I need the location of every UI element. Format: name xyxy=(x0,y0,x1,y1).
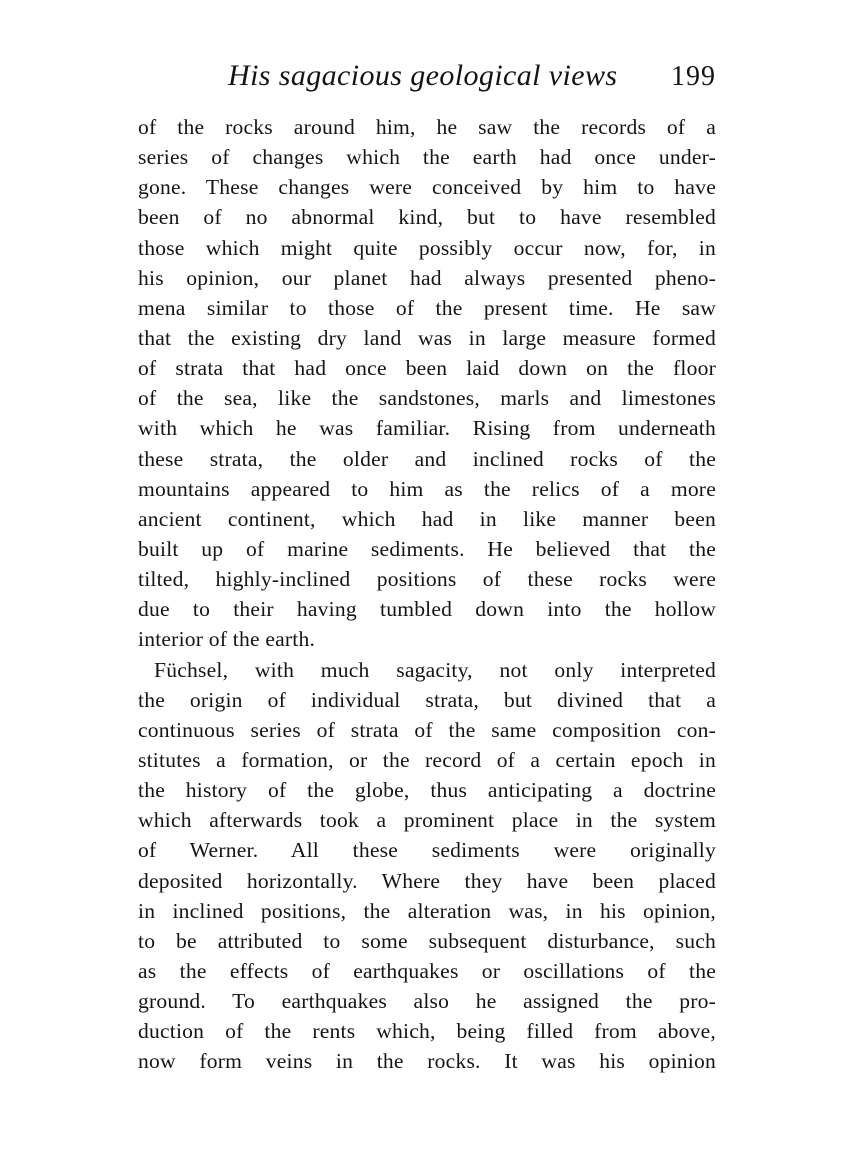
page-number: 199 xyxy=(671,61,716,92)
text-line: of Werner. All these sediments were originally xyxy=(138,838,716,863)
text-line: stitutes a formation, or the record of a certain epoch in xyxy=(138,747,716,772)
text-line: that the existing dry land was in large measure formed xyxy=(138,325,716,350)
text-line: interior of the earth. xyxy=(138,627,316,652)
text-line: deposited horizontally. Where they have been placed xyxy=(138,868,716,893)
text-line: been of no abnormal kind, but to have resembled xyxy=(138,205,716,230)
text-line: as the effects of earthquakes or oscillations of the xyxy=(138,958,716,983)
text-line: mena similar to those of the present time. He saw xyxy=(138,295,716,320)
text-line: due to their having tumbled down into the hollow xyxy=(138,597,716,622)
text-line: tilted, highly-inclined positions of these rocks were xyxy=(138,567,716,592)
text-line: series of changes which the earth had once under- xyxy=(138,145,716,170)
text-line: the history of the globe, thus anticipating a doctrine xyxy=(138,778,716,803)
text-line: ground. To earthquakes also he assigned the pro- xyxy=(138,989,716,1014)
text-line: of the sea, like the sandstones, marls and limestones xyxy=(138,386,716,411)
text-line: continuous series of strata of the same composition con- xyxy=(138,717,716,742)
text-line: gone. These changes were conceived by him to have xyxy=(138,175,716,200)
text-line: duction of the rents which, being filled from above, xyxy=(138,1019,716,1044)
running-title: His sagacious geological views xyxy=(228,59,618,92)
text-line: with which he was familiar. Rising from underneath xyxy=(138,416,716,441)
text-line: these strata, the older and inclined rocks of the xyxy=(138,446,716,471)
text-line: built up of marine sediments. He believed that the xyxy=(138,536,716,561)
text-line: now form veins in the rocks. It was his opinion xyxy=(138,1049,716,1074)
text-line: which afterwards took a prominent place in the system xyxy=(138,808,716,833)
paragraph-1 xyxy=(138,112,716,655)
text-line: those which might quite possibly occur now, for, in xyxy=(138,235,716,260)
running-head xyxy=(138,56,718,96)
text-line: to be attributed to some subsequent disturbance, such xyxy=(138,928,716,953)
text-line: Füchsel, with much sagacity, not only interpreted xyxy=(154,657,716,682)
paragraph-2 xyxy=(138,655,716,1077)
text-line: mountains appeared to him as the relics of a more xyxy=(138,476,716,501)
text-line: the origin of individual strata, but divined that a xyxy=(138,687,716,712)
text-line: his opinion, our planet had always presented pheno- xyxy=(138,265,716,290)
text-line: of the rocks around him, he saw the records of a xyxy=(138,115,716,139)
text-line: of strata that had once been laid down on the floor xyxy=(138,356,716,381)
text-line: ancient continent, which had in like manner been xyxy=(138,506,716,531)
body-text xyxy=(138,112,716,1077)
text-line: in inclined positions, the alteration was, in his opinion, xyxy=(138,898,716,923)
